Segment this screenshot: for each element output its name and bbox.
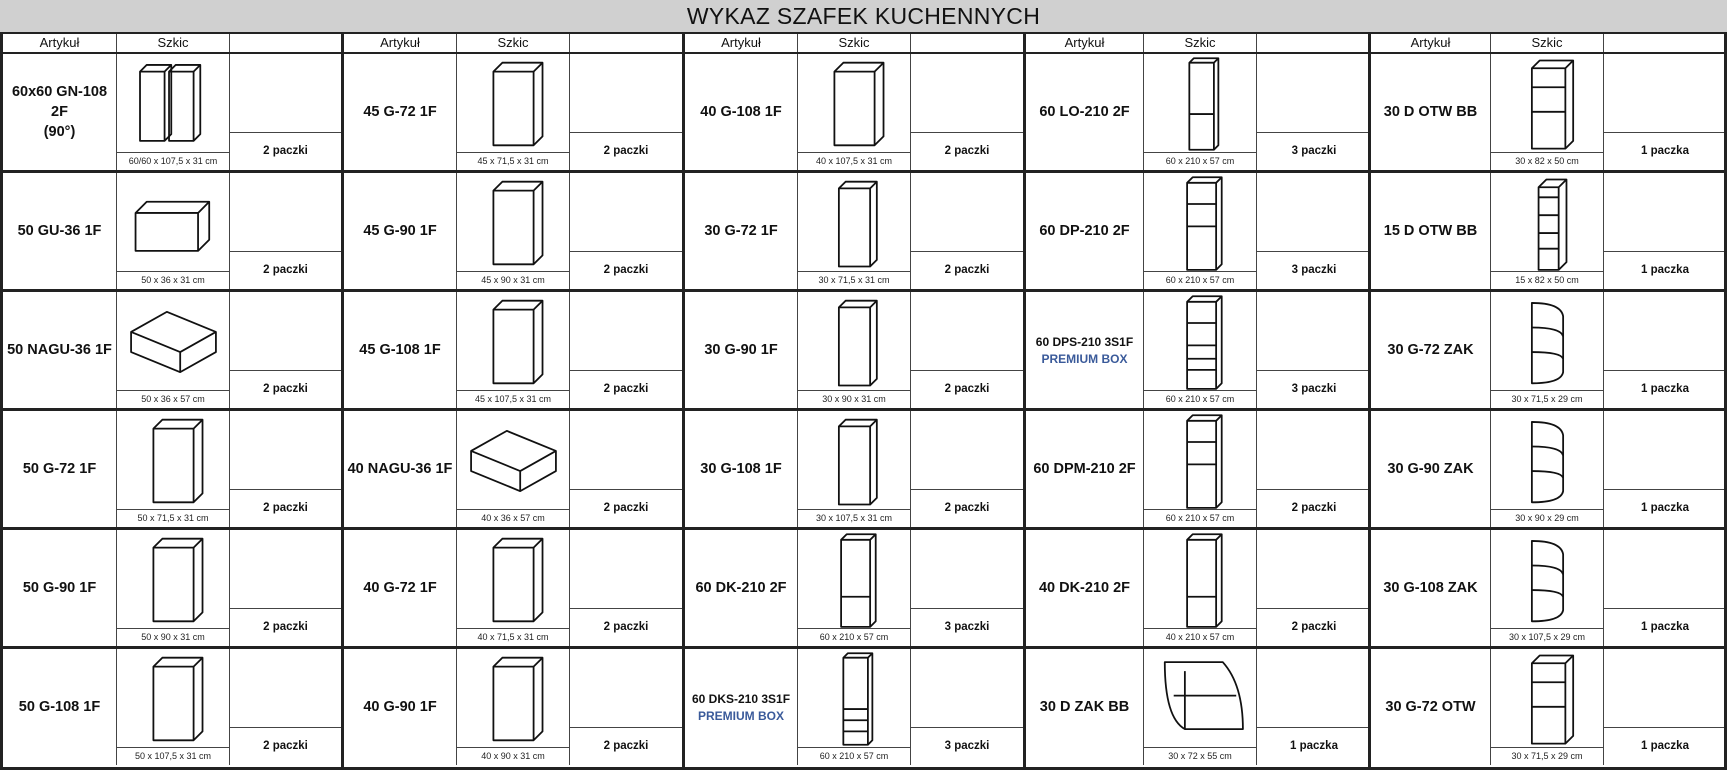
dimensions-label: 30 x 90 x 29 cm (1491, 509, 1603, 527)
packages-label: 2 paczki (570, 489, 682, 527)
sketch-cell (457, 411, 570, 527)
article-code: 60 DK-210 2F (695, 580, 787, 596)
article-name (1026, 292, 1144, 408)
dimensions-label: 40 x 107,5 x 31 cm (798, 152, 910, 170)
dimensions-label: 30 x 90 x 31 cm (798, 390, 910, 408)
packages-cell (1604, 173, 1726, 289)
article-code: 30 G-108 1F (700, 461, 782, 477)
sketch-cell (798, 411, 911, 527)
article-code: 60x60 GN-108 2F (90°) (11, 84, 108, 140)
packages-label: 1 paczka (1257, 727, 1371, 765)
packages-label: 3 paczki (911, 608, 1023, 646)
article-code: 50 NAGU-36 1F (7, 342, 112, 358)
packages-cell (570, 292, 682, 408)
packages-cell (911, 411, 1023, 527)
packages-cell (1604, 292, 1726, 408)
sketch-cell (1491, 54, 1604, 170)
sketch-cell (798, 292, 911, 408)
packages-label: 1 paczka (1604, 489, 1726, 527)
article-code: 50 G-72 1F (22, 461, 97, 477)
dimensions-label: 60 x 210 x 57 cm (1144, 509, 1256, 527)
article-name (3, 530, 117, 646)
dimensions-label: 15 x 82 x 50 cm (1491, 271, 1603, 289)
article-name (344, 411, 457, 527)
packages-cell (911, 530, 1023, 646)
sketch-cell (457, 54, 570, 170)
sketch-cell (1144, 173, 1257, 289)
packages-label: 1 paczka (1604, 251, 1726, 289)
sketch-cell (1144, 54, 1257, 170)
packages-label: 2 paczki (230, 251, 341, 289)
dimensions-label: 30 x 82 x 50 cm (1491, 152, 1603, 170)
dimensions-label: 50 x 71,5 x 31 cm (117, 509, 229, 527)
packages-cell (570, 649, 682, 765)
packages-cell (1604, 54, 1726, 170)
header-packages (1604, 34, 1726, 52)
dimensions-label: 30 x 107,5 x 31 cm (798, 509, 910, 527)
article-code: 60 DPM-210 2F (1033, 461, 1136, 477)
article-name (1026, 530, 1144, 646)
title-bar (0, 0, 1727, 34)
packages-label: 2 paczki (230, 727, 341, 765)
dimensions-label: 60 x 210 x 57 cm (798, 628, 910, 646)
header-sketch: Szkic (117, 34, 230, 52)
article-code: 30 G-90 1F (704, 342, 778, 358)
header-sketch: Szkic (1144, 34, 1257, 52)
packages-cell (1257, 411, 1371, 527)
row-divider (0, 646, 1727, 649)
header-packages (570, 34, 682, 52)
article-code: 30 G-72 1F (704, 223, 778, 239)
article-name (685, 530, 798, 646)
packages-cell (230, 54, 341, 170)
sketch-cell (117, 292, 230, 408)
article-name (1371, 411, 1491, 527)
sketch-cell (457, 173, 570, 289)
article-code: 40 DK-210 2F (1038, 580, 1131, 596)
article-code: 30 D OTW BB (1383, 104, 1478, 120)
packages-cell (230, 411, 341, 527)
article-name (685, 173, 798, 289)
packages-label: 2 paczki (570, 727, 682, 765)
packages-cell (570, 411, 682, 527)
header-article: Artykuł (1371, 34, 1491, 52)
group-divider (682, 34, 685, 770)
packages-label: 2 paczki (230, 132, 341, 170)
packages-label: 2 paczki (230, 370, 341, 408)
packages-label: 1 paczka (1604, 727, 1726, 765)
packages-label: 2 paczki (911, 370, 1023, 408)
article-name (1371, 173, 1491, 289)
packages-cell (230, 530, 341, 646)
article-name (1026, 411, 1144, 527)
sketch-cell (457, 649, 570, 765)
dimensions-label: 40 x 36 x 57 cm (457, 509, 569, 527)
packages-label: 2 paczki (911, 251, 1023, 289)
article-name (344, 530, 457, 646)
packages-cell (1257, 649, 1371, 765)
premium-box-label: PREMIUM BOX (697, 708, 784, 723)
sketch-cell (798, 649, 911, 765)
packages-label: 2 paczki (911, 132, 1023, 170)
header-group (1026, 34, 1371, 54)
packages-label: 2 paczki (230, 608, 341, 646)
article-code: 45 G-108 1F (359, 342, 441, 358)
row-divider (0, 408, 1727, 411)
packages-cell (230, 649, 341, 765)
dimensions-label: 60 x 210 x 57 cm (1144, 271, 1256, 289)
header-article: Artykuł (344, 34, 457, 52)
article-name (344, 649, 457, 765)
sketch-cell (117, 530, 230, 646)
sketch-cell (798, 173, 911, 289)
packages-cell (1257, 54, 1371, 170)
dimensions-label: 40 x 71,5 x 31 cm (457, 628, 569, 646)
packages-cell (230, 173, 341, 289)
group-divider (341, 34, 344, 770)
packages-cell (911, 54, 1023, 170)
packages-cell (570, 173, 682, 289)
packages-cell (911, 173, 1023, 289)
article-name (685, 54, 798, 170)
packages-label: 2 paczki (570, 370, 682, 408)
article-name (1371, 292, 1491, 408)
article-name (1371, 649, 1491, 765)
header-sketch: Szkic (798, 34, 911, 52)
article-code: 30 D ZAK BB (1039, 699, 1130, 715)
sketch-cell (1491, 649, 1604, 765)
sketch-cell (117, 649, 230, 765)
dimensions-label: 30 x 71,5 x 29 cm (1491, 390, 1603, 408)
sketch-cell (1144, 530, 1257, 646)
article-code: 60 LO-210 2F (1039, 104, 1130, 120)
dimensions-label: 40 x 210 x 57 cm (1144, 628, 1256, 646)
article-name (3, 649, 117, 765)
article-name (3, 411, 117, 527)
article-code: 50 GU-36 1F (17, 223, 102, 239)
sketch-cell (1144, 649, 1257, 765)
packages-cell (570, 530, 682, 646)
article-name (3, 173, 117, 289)
packages-label: 1 paczka (1604, 370, 1726, 408)
sketch-cell (1491, 173, 1604, 289)
article-code: 45 G-72 1F (363, 104, 437, 120)
sketch-cell (1144, 411, 1257, 527)
packages-label: 3 paczki (1257, 251, 1371, 289)
header-group (344, 34, 682, 54)
article-name (685, 411, 798, 527)
header-packages (1257, 34, 1371, 52)
article-code: 50 G-90 1F (22, 580, 97, 596)
dimensions-label: 50 x 36 x 31 cm (117, 271, 229, 289)
page-title: WYKAZ SZAFEK KUCHENNYCH (686, 3, 1041, 29)
packages-label: 2 paczki (570, 251, 682, 289)
packages-label: 2 paczki (230, 489, 341, 527)
article-name (1371, 54, 1491, 170)
sketch-cell (117, 173, 230, 289)
article-name (3, 292, 117, 408)
dimensions-label: 30 x 72 x 55 cm (1144, 747, 1256, 765)
packages-label: 1 paczka (1604, 132, 1726, 170)
sketch-cell (1491, 411, 1604, 527)
group-divider (0, 34, 3, 770)
dimensions-label: 30 x 107,5 x 29 cm (1491, 628, 1603, 646)
article-code: 45 G-90 1F (363, 223, 437, 239)
packages-cell (230, 292, 341, 408)
packages-cell (1604, 649, 1726, 765)
article-name (344, 54, 457, 170)
packages-cell (911, 292, 1023, 408)
header-article: Artykuł (3, 34, 117, 52)
header-article: Artykuł (1026, 34, 1144, 52)
article-name (1371, 530, 1491, 646)
article-code: 50 G-108 1F (18, 699, 101, 715)
packages-label: 1 paczka (1604, 608, 1726, 646)
article-code: 15 D OTW BB (1383, 223, 1478, 239)
article-code: 30 G-72 OTW (1385, 699, 1476, 715)
dimensions-label: 40 x 90 x 31 cm (457, 747, 569, 765)
dimensions-label: 60 x 210 x 57 cm (1144, 390, 1256, 408)
sketch-cell (1491, 292, 1604, 408)
packages-label: 2 paczki (1257, 489, 1371, 527)
article-code: 60 DPS-210 3S1F (1035, 334, 1134, 349)
header-packages (911, 34, 1023, 52)
dimensions-label: 50 x 36 x 57 cm (117, 390, 229, 408)
article-code: 40 G-72 1F (363, 580, 437, 596)
article-code: 30 G-108 ZAK (1383, 580, 1478, 596)
packages-cell (1604, 411, 1726, 527)
dimensions-label: 60 x 210 x 57 cm (798, 747, 910, 765)
row-divider (0, 170, 1727, 173)
article-code: 40 NAGU-36 1F (347, 461, 453, 477)
packages-cell (1604, 530, 1726, 646)
dimensions-label: 45 x 71,5 x 31 cm (457, 152, 569, 170)
sketch-cell (1491, 530, 1604, 646)
sketch-cell (117, 411, 230, 527)
packages-label: 2 paczki (570, 608, 682, 646)
sketch-cell (457, 530, 570, 646)
dimensions-label: 50 x 90 x 31 cm (117, 628, 229, 646)
packages-label: 2 paczki (911, 489, 1023, 527)
article-name (1026, 173, 1144, 289)
row-divider (0, 289, 1727, 292)
header-group (3, 34, 341, 54)
premium-box-label: PREMIUM BOX (1041, 351, 1128, 366)
dimensions-label: 60/60 x 107,5 x 31 cm (117, 152, 229, 170)
article-code: 40 G-108 1F (700, 104, 782, 120)
dimensions-label: 50 x 107,5 x 31 cm (117, 747, 229, 765)
article-code: 60 DP-210 2F (1039, 223, 1130, 239)
group-divider (1023, 34, 1026, 770)
header-sketch: Szkic (457, 34, 570, 52)
dimensions-label: 45 x 90 x 31 cm (457, 271, 569, 289)
packages-cell (1257, 530, 1371, 646)
packages-cell (570, 54, 682, 170)
article-name (344, 292, 457, 408)
header-article: Artykuł (685, 34, 798, 52)
packages-cell (1257, 292, 1371, 408)
article-code: 40 G-90 1F (363, 699, 437, 715)
header-group (685, 34, 1023, 54)
sketch-cell (798, 530, 911, 646)
dimensions-label: 30 x 71,5 x 29 cm (1491, 747, 1603, 765)
article-code: 30 G-72 ZAK (1387, 342, 1474, 358)
article-name (344, 173, 457, 289)
sketch-cell (117, 54, 230, 170)
dimensions-label: 60 x 210 x 57 cm (1144, 152, 1256, 170)
packages-label: 2 paczki (570, 132, 682, 170)
row-divider (0, 527, 1727, 530)
header-packages (230, 34, 341, 52)
article-name (1026, 54, 1144, 170)
group-divider (1368, 34, 1371, 770)
sketch-cell (798, 54, 911, 170)
article-name (3, 54, 117, 170)
dimensions-label: 45 x 107,5 x 31 cm (457, 390, 569, 408)
packages-label: 3 paczki (911, 727, 1023, 765)
article-code: 60 DKS-210 3S1F (691, 691, 791, 706)
sketch-cell (457, 292, 570, 408)
packages-cell (911, 649, 1023, 765)
header-group (1371, 34, 1726, 54)
dimensions-label: 30 x 71,5 x 31 cm (798, 271, 910, 289)
article-name (1026, 649, 1144, 765)
article-name (685, 649, 798, 765)
packages-label: 3 paczki (1257, 370, 1371, 408)
packages-label: 2 paczki (1257, 608, 1371, 646)
sketch-cell (1144, 292, 1257, 408)
packages-cell (1257, 173, 1371, 289)
header-sketch: Szkic (1491, 34, 1604, 52)
article-name (685, 292, 798, 408)
article-code: 30 G-90 ZAK (1387, 461, 1474, 477)
packages-label: 3 paczki (1257, 132, 1371, 170)
